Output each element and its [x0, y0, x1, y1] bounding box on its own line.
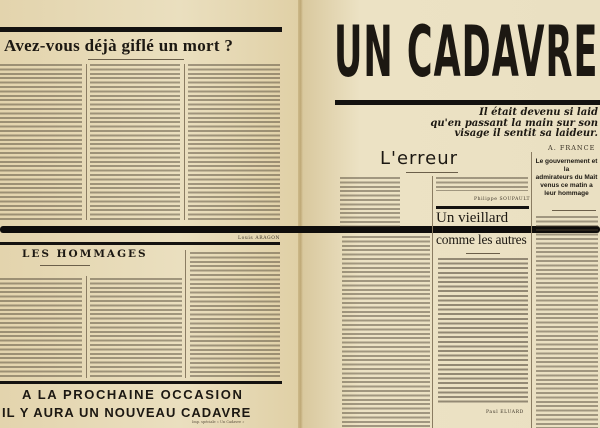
column-divider [184, 64, 185, 220]
section-title-hommages: LES HOMMAGES [22, 248, 148, 260]
epigraph [430, 108, 598, 140]
sidebar-heading-line: venus ce matin a [540, 182, 593, 189]
top-rule [0, 27, 282, 32]
title-underline [406, 172, 458, 173]
text-column [0, 278, 82, 378]
banner-line-2: IL Y AURA UN NOUVEAU CADAVRE [2, 405, 252, 420]
text-column [438, 258, 528, 404]
text-column [90, 64, 180, 220]
sidebar-heading-line: admirateurs du Maît [535, 174, 598, 181]
title-underline [466, 253, 500, 254]
sidebar-heading-line: leur hommage [544, 190, 589, 197]
signature: Philippe SOUPAULT [474, 197, 531, 202]
column-divider [531, 152, 532, 428]
epigraph-line: Il était devenu si laid [479, 107, 598, 118]
signature: Paul ELUARD [486, 410, 524, 415]
text-column [340, 177, 400, 227]
heading-underline [552, 210, 596, 211]
section-rule [0, 242, 280, 245]
epigraph-line: visage il sentit sa laideur. [454, 128, 598, 139]
text-column [190, 252, 280, 378]
sidebar-heading-line: Le gouvernement et la [535, 158, 598, 173]
text-column [342, 236, 430, 428]
text-column [0, 64, 82, 220]
text-column [188, 64, 280, 220]
column-divider [185, 250, 186, 378]
banner-line-1: A LA PROCHAINE OCCASION [22, 387, 244, 402]
epigraph-author: A. FRANCE [548, 144, 596, 152]
signature: Louis ARAGON [238, 236, 281, 241]
headline-avez-vous: Avez-vous déjà giflé un mort ? [4, 36, 234, 55]
article-title-line-1: Un vieillard [436, 210, 509, 226]
sidebar-heading [535, 158, 598, 198]
text-column [536, 216, 598, 428]
text-column [436, 177, 528, 191]
title-underline [40, 265, 90, 266]
banner-rule [0, 381, 282, 384]
page-fold [298, 0, 303, 428]
column-divider [432, 176, 433, 428]
masthead-title: UN CADAVRE [334, 14, 599, 94]
imprint: Imp. spéciale « Un Cadavre » [192, 420, 245, 424]
masthead-rule [335, 100, 600, 105]
text-column [90, 278, 182, 378]
epigraph-line: qu'en passant la main sur son [430, 117, 598, 129]
article-rule [436, 206, 529, 209]
column-divider [86, 64, 87, 220]
article-title-line-2: comme les autres [436, 232, 527, 247]
article-title-erreur: L'erreur [380, 148, 459, 169]
column-divider [86, 276, 87, 378]
headline-underline [88, 59, 184, 60]
